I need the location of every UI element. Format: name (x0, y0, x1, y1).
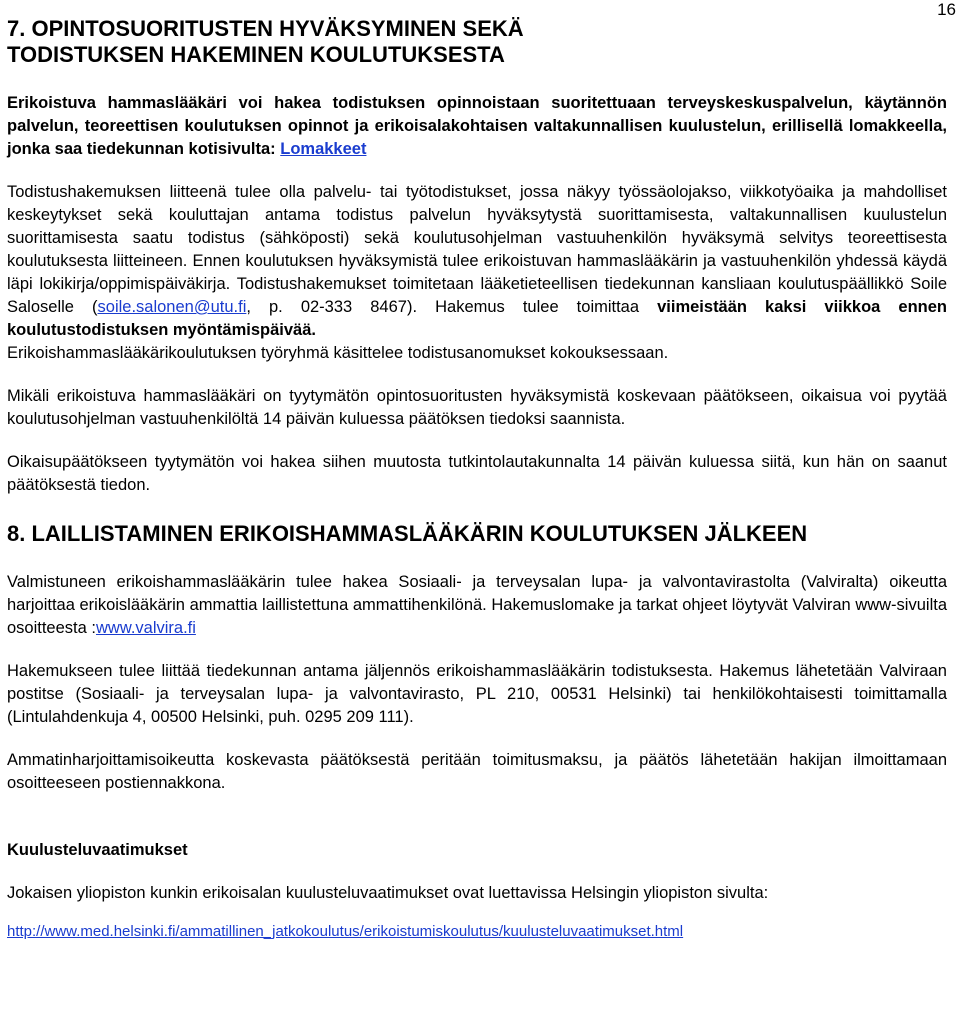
section-7-paragraph-1-text: Erikoistuva hammaslääkäri voi hakea todistuksen opinnoistaan suoritettuaan terveyskeskuspalvelun, käytännön palvelun, teoreettisen koulutuksen opinnot ja erikoisalakohtaisen valtakunnallisen kuulustelun, erillisellä lomakkeella, jonka saa tiedekunnan kotisivulta: (7, 94, 947, 158)
exam-requirements-heading: Kuulusteluvaatimukset (7, 841, 188, 859)
page-number: 16 (937, 0, 956, 19)
email-link[interactable]: soile.salonen@utu.fi (97, 298, 247, 316)
section-7-paragraph-4: Oikaisupäätökseen tyytymätön voi hakea siihen muutosta tutkintolautakunnalta 14 päivän kuluessa siitä, kun hän on saanut päätöksestä tiedon. (7, 453, 947, 494)
valvira-link[interactable]: www.valvira.fi (95, 619, 196, 637)
exam-requirements-url-line (7, 922, 947, 942)
document-body (7, 16, 947, 942)
deadline-note: viimeistään kaksi viikkoa ennen koulutustodistuksen myöntämispäivää. (7, 298, 947, 339)
section-7-paragraph-2-text-a: Todistushakemuksen liitteenä tulee olla palvelu- tai työtodistukset, jossa näkyy työssäolojakso, viikkotyöaika ja mahdolliset keskeytykset sekä kouluttajan antama todistus palvelun hyväksytystä suorittamisesta, valtakunnallisen kuulustelun suorittamisesta saatu todistus (sähköposti) sekä koulutusohjelman vastuuhenkilön hyväksymä selvitys teoreettisesta koulutuksesta liitteineen. Ennen koulutuksen hyväksymistä tulee erikoistuvan hammaslääkärin ja vastuuhenkilön yhdessä käydä läpi lokikirja/oppimispäiväkirja. Todistushakemukset toimitetaan lääketieteellisen tiedekunnan kansliaan koulutuspäällikkö Soile Saloselle ( (7, 183, 947, 316)
exam-requirements-paragraph: Jokaisen yliopiston kunkin erikoisalan kuulusteluvaatimukset ovat luettavissa Helsingin yliopiston sivulta: (7, 884, 769, 902)
section-7-paragraph-2-text-b: , p. 02-333 8467). Hakemus tulee toimittaa (246, 298, 658, 316)
helsinki-requirements-link[interactable]: http://www.med.helsinki.fi/ammatillinen_jatkokoulutus/erikoistumiskoulutus/kuulusteluvaatimukset.html (7, 923, 684, 940)
section-8-paragraph-3: Ammatinharjoittamisoikeutta koskevasta päätöksestä peritään toimitusmaksu, ja päätös lähetetään hakijan ilmoittamaan osoitteeseen postiennakkona. (7, 751, 947, 792)
section-8-paragraph-1 (7, 571, 947, 640)
lomakkeet-link[interactable]: Lomakkeet (280, 140, 367, 158)
section-8-paragraph-2: Hakemukseen tulee liittää tiedekunnan antama jäljennös erikoishammaslääkärin todistuksesta. Hakemus lähetetään Valviraan postitse (Sosiaali- ja terveysalan lupa- ja valvontavirasto, PL 210, 00531 Helsinki) tai henkilökohtaisesti toimittamalla (Lintulahdenkuja 4, 00500 Helsinki, puh. 0295 209 111). (7, 662, 947, 726)
section-7-paragraph-2 (7, 181, 947, 365)
section-7-heading: 7. OPINTOSUORITUSTEN HYVÄKSYMINEN SEKÄ TODISTUKSEN HAKEMINEN KOULUTUKSESTA (7, 16, 524, 67)
section-8-paragraph-1-text: Valmistuneen erikoishammaslääkärin tulee hakea Sosiaali- ja terveysalan lupa- ja valvontavirastolta (Valviralta) oikeutta harjoittaa erikoislääkärin ammattia laillistettuna ammattihenkilönä. Hakemuslomake ja tarkat ohjeet löytyvät Valviran www-sivuilta osoitteesta : (7, 573, 947, 637)
section-8-heading: 8. LAILLISTAMINEN ERIKOISHAMMASLÄÄKÄRIN KOULUTUKSEN JÄLKEEN (7, 521, 808, 546)
section-7-paragraph-1 (7, 92, 947, 161)
section-7-paragraph-2-text-c: Erikoishammaslääkärikoulutuksen työryhmä käsittelee todistusanomukset kokouksessaan. (7, 344, 669, 362)
section-7-paragraph-3: Mikäli erikoistuva hammaslääkäri on tyytymätön opintosuoritusten hyväksymistä koskevaan päätökseen, oikaisua voi pyytää koulutusohjelman vastuuhenkilöltä 14 päivän kuluessa päätöksen tiedoksi saannista. (7, 387, 947, 428)
